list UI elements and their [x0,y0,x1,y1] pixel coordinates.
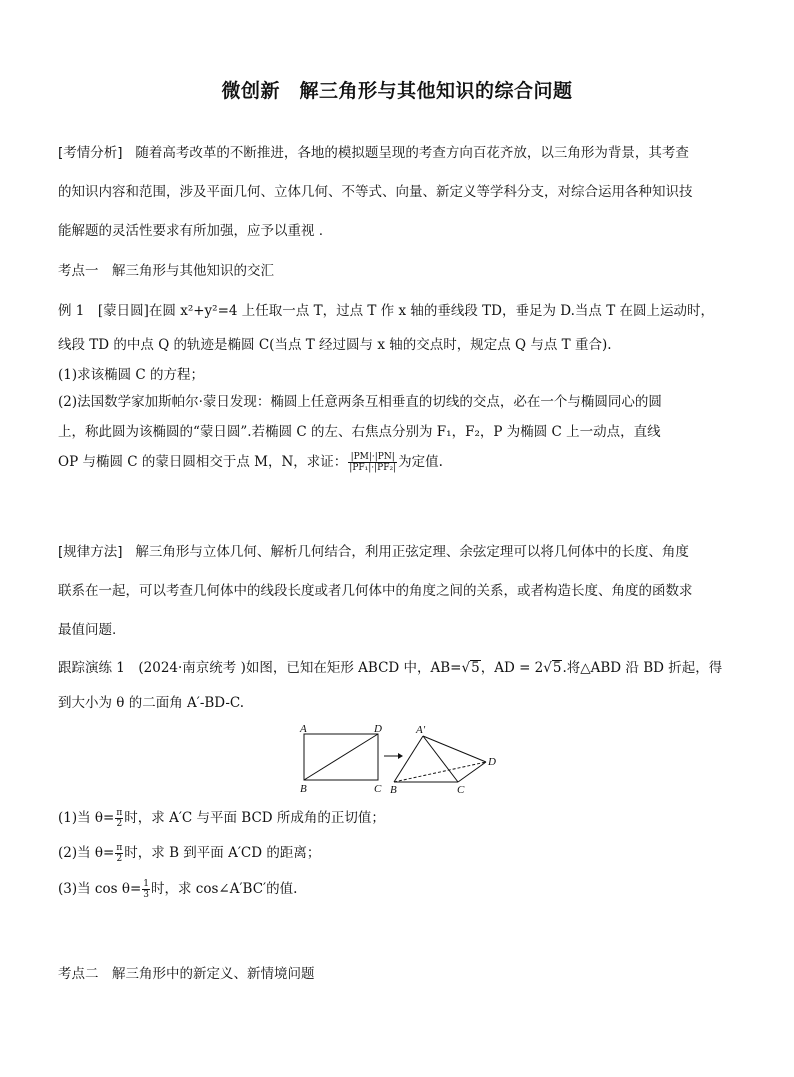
example-1-text-1: 在圆 x²+y²=4 上任取一点 T，过点 T 作 x 轴的垂线段 TD，垂足为 D.当点 T 在圆上运动时， [148,303,714,319]
practice-1-line-2: 到大小为 θ 的二面角 A′-BD-C. [58,695,245,711]
q3-denominator: 3 [143,890,149,900]
section-2-heading: 考点二 解三角形中的新定义、新情境问题 [58,966,315,982]
analysis-line-1 [58,144,689,162]
practice-1-text-a: 如图，已知在矩形 ABCD 中，AB= [245,660,462,676]
label-a: A [300,723,307,735]
ratio-fraction [348,452,397,473]
q3-numerator: 1 [143,879,149,889]
q2-text-a: (2)当 θ= [58,845,115,861]
practice-1-text-b: ，AD = 2 [480,660,544,676]
fold-arrow [384,753,403,759]
rectangle-abcd [299,723,382,795]
label-b: B [300,783,307,795]
section-1-heading: 考点一 解三角形与其他知识的交汇 [58,263,274,279]
q3-text-b: 时，求 cos∠A′BC′的值. [151,881,298,897]
label-d: D [374,723,382,735]
label-b-2: B [390,784,397,796]
analysis-line-3: 能解题的灵活性要求有所加强，应予以重视 . [58,223,324,239]
ratio-denominator: |PF₁|·|PF₂| [349,463,397,473]
page-title: 微创新 解三角形与其他知识的综合问题 [221,80,573,102]
pi-over-2-fraction-2 [115,843,123,864]
example-1-label: 例 1 [蒙日圆] [58,303,149,319]
folded-tetrahedron [390,724,496,796]
analysis-text-1: 随着高考改革的不断推进，各地的模拟题呈现的考查方向百花齐放，以三角形为背景，其考查 [135,145,689,161]
method-line-3: 最值问题. [58,622,117,638]
example-1-q2-text-b: 为定值. [398,454,443,470]
q1-denominator: 2 [116,819,123,829]
practice-1-text-c: .将△ABD 沿 BD 折起，得 [562,660,723,676]
example-1-question-2-line-1: (2)法国数学家加斯帕尔·蒙日发现：椭圆上任意两条互相垂直的切线的交点，必在一个与椭圆同心的圆 [58,394,662,410]
example-1-q2-text-a: OP 与椭圆 C 的蒙日圆相交于点 M，N，求证： [58,454,348,470]
q1-text-b: 时，求 A′C 与平面 BCD 所成角的正切值； [124,810,385,826]
ratio-numerator: |PM|·|PN| [348,452,397,463]
q1-text-a: (1)当 θ= [58,810,115,826]
method-line-2: 联系在一起，可以考查几何体中的线段长度或者几何体中的角度之间的关系，或者构造长度、角度的函数求 [58,583,693,599]
practice-1-question-3 [58,879,297,900]
label-c-2: C [457,784,465,796]
analysis-line-2: 的知识内容和范围，涉及平面几何、立体几何、不等式、向量、新定义等学科分支，对综合运用各种知识技 [58,184,693,200]
example-1-question-2-line-2: 上，称此圆为该椭圆的“蒙日圆”.若椭圆 C 的左、右焦点分别为 F₁，F₂，P 为椭圆 C 上一动点，直线 [58,424,661,440]
method-tag: [规律方法] [58,544,123,560]
sqrt-5-a: 5 [471,660,480,676]
example-1-question-1: (1)求该椭圆 C 的方程； [58,367,205,383]
example-1-line-2: 线段 TD 的中点 Q 的轨迹是椭圆 C(当点 T 经过圆与 x 轴的交点时，规定点 Q 与点 T 重合). [58,337,612,353]
q2-denominator: 2 [116,854,123,864]
analysis-tag: [考情分析] [58,145,123,161]
q1-numerator: π [116,808,123,818]
practice-1-line-1: 跟踪演练 1 (2024·南京统考 )如图，已知在矩形 ABCD 中，AB=√5，AD = 2√5.将△ABD 沿 BD 折起，得 [58,660,723,676]
one-third-fraction [142,879,150,900]
practice-1-question-1 [58,808,385,829]
practice-1-label: 跟踪演练 1 (2024·南京统考 ) [58,660,246,676]
example-1-line-1 [58,302,714,320]
example-1-question-2-line-3 [58,452,443,473]
q3-text-a: (3)当 cos θ= [58,881,142,897]
method-text-1: 解三角形与立体几何、解析几何结合，利用正弦定理、余弦定理可以将几何体中的长度、角度 [135,544,689,560]
pi-over-2-fraction [115,808,123,829]
folding-figure [290,722,510,797]
q2-text-b: 时，求 B 到平面 A′CD 的距离； [124,845,321,861]
label-a-prime: A′ [416,724,426,736]
method-line-1 [58,543,689,561]
practice-1-question-2 [58,843,320,864]
q2-numerator: π [116,843,123,853]
label-c: C [374,783,382,795]
sqrt-5-b: 5 [552,660,562,676]
label-d-2: D [488,756,496,768]
